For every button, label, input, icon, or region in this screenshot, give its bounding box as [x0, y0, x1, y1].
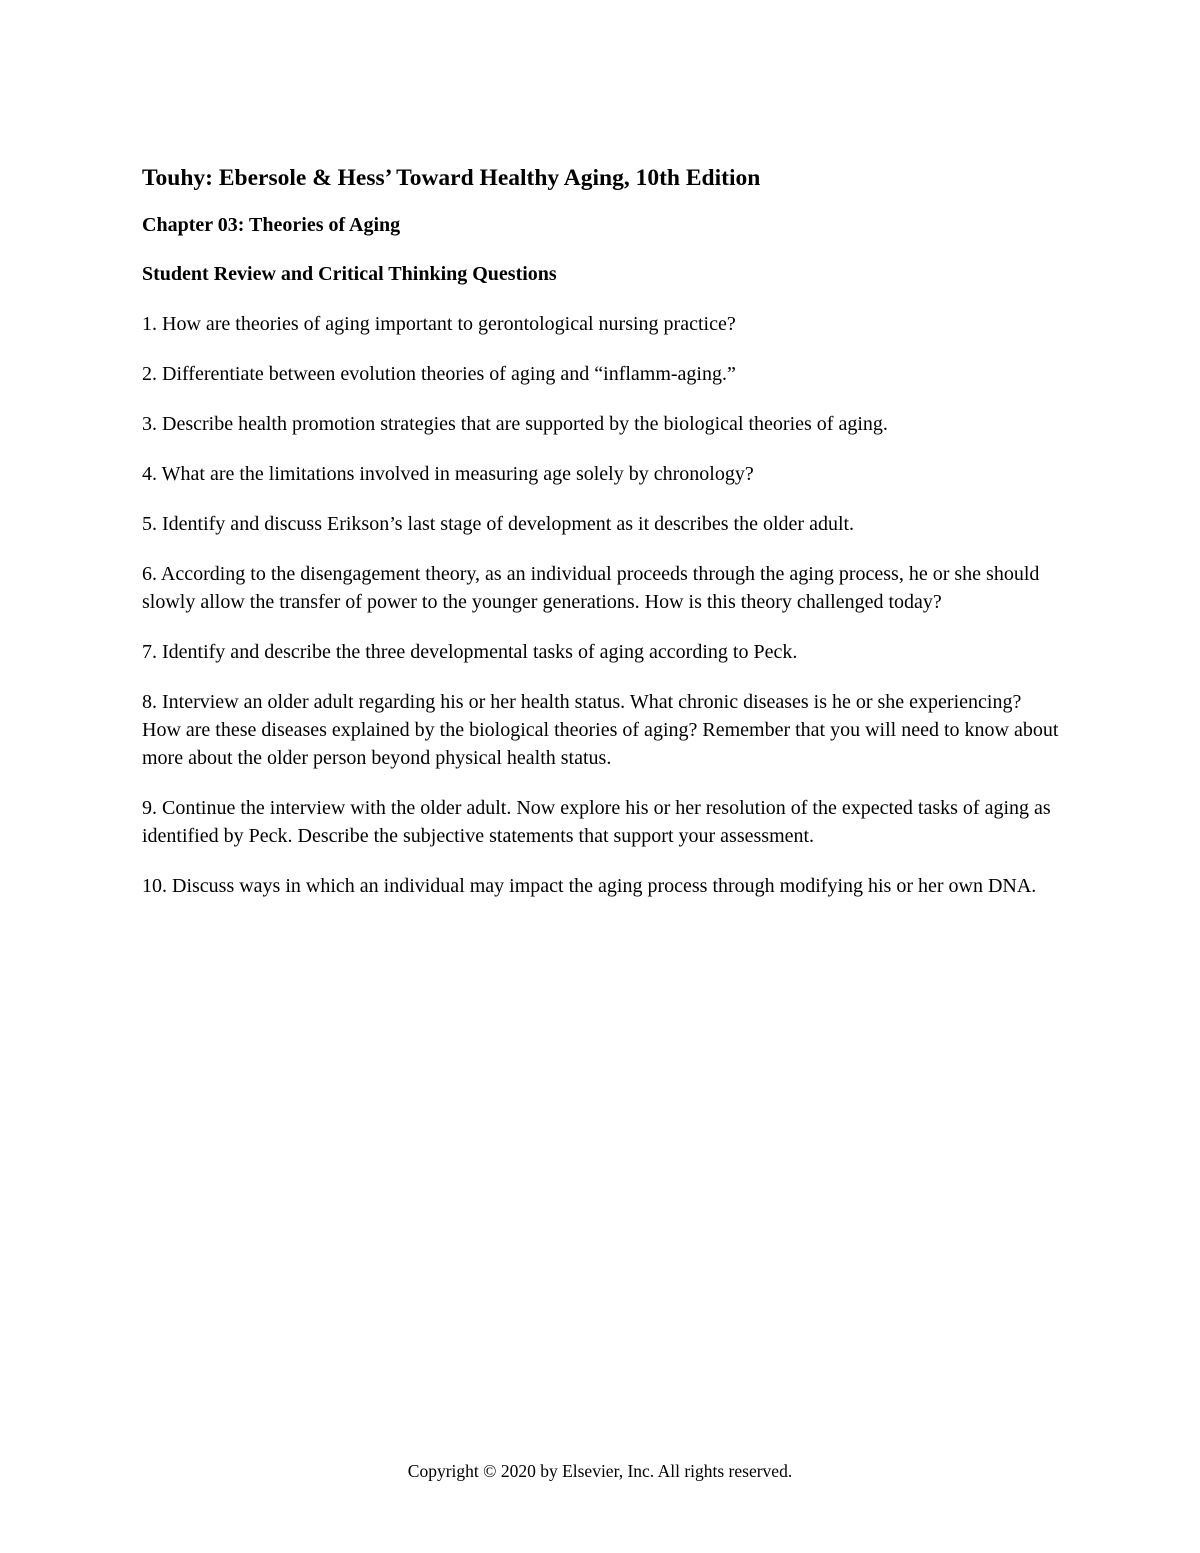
question-item: 3. Describe health promotion strategies that are supported by the biological theories of aging.	[142, 413, 888, 435]
question-item: 5. Identify and discuss Erikson’s last stage of development as it describes the older adult.	[142, 513, 855, 535]
question-item: 6. According to the disengagement theory, as an individual proceeds through the aging process, he or she should slowly allow the transfer of power to the younger generations. How is this theory challenged today?	[142, 563, 1040, 613]
question-item: 9. Continue the interview with the older adult. Now explore his or her resolution of the expected tasks of aging as identified by Peck. Describe the subjective statements that support your assessment.	[142, 797, 1051, 847]
question-list	[142, 310, 1062, 900]
question-item: 4. What are the limitations involved in measuring age solely by chronology?	[142, 463, 754, 485]
question-item: 10. Discuss ways in which an individual may impact the aging process through modifying his or her own DNA.	[142, 875, 1037, 897]
chapter-heading: Chapter 03: Theories of Aging	[142, 214, 401, 236]
copyright-footer: Copyright © 2020 by Elsevier, Inc. All rights reserved.	[407, 1461, 793, 1481]
question-item: 7. Identify and describe the three developmental tasks of aging according to Peck.	[142, 641, 798, 663]
section-heading: Student Review and Critical Thinking Questions	[142, 263, 557, 285]
document-body	[142, 160, 1062, 922]
question-item: 2. Differentiate between evolution theories of aging and “inflamm-aging.”	[142, 363, 736, 385]
book-title: Touhy: Ebersole & Hess’ Toward Healthy Aging, 10th Edition	[142, 165, 761, 191]
question-item: 8. Interview an older adult regarding his or her health status. What chronic diseases is he or she experiencing? How are these diseases explained by the biological theories of aging? Remember that you will need to know about more about the older person beyond physical health status.	[142, 691, 1059, 769]
question-item: 1. How are theories of aging important to gerontological nursing practice?	[142, 313, 736, 335]
